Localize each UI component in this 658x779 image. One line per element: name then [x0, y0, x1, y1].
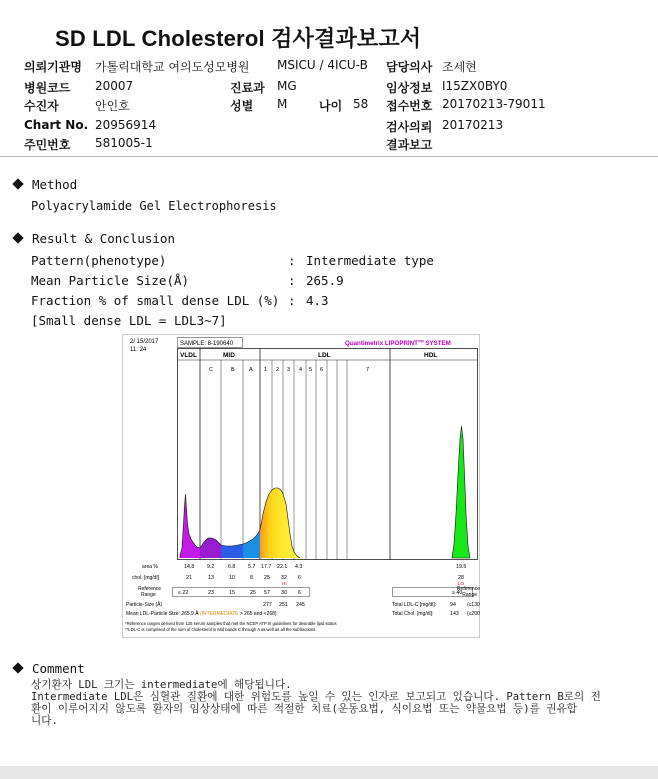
hospital-code-value: 20007 — [95, 79, 134, 93]
comment-line-1: 상기환자 LDL 크기는 intermediate에 해당됩니다. — [31, 679, 292, 691]
lp-total-ldl-value: 94 — [450, 602, 456, 608]
lp-ref-right-label-1: Reference — [456, 586, 480, 592]
lp-total-ldl-ref: (≤130) — [467, 602, 480, 608]
lp-chol-hdl: 28 — [458, 575, 464, 581]
lp-band-5: 5 — [309, 367, 313, 373]
lp-area-vldl: 14.8 — [184, 564, 195, 570]
institution-label: 의뢰기관명 — [24, 60, 82, 74]
lp-mean-ldl: Mean LDL-Particle Size: 265.9 Å (INTERMEDIATE:> 265 and <268) — [126, 611, 277, 617]
colon: : — [288, 293, 296, 308]
clinical-info-label: 임상정보 — [386, 81, 433, 95]
result-heading: Result & Conclusion — [12, 231, 175, 246]
lp-band-7: 7 — [366, 367, 370, 373]
department-value: MG — [277, 79, 297, 93]
patient-label: 수진자 — [24, 99, 59, 113]
lp-band-6: 6 — [320, 367, 324, 373]
rrn-value: 581005-1 — [95, 136, 153, 150]
bullet-diamond-icon — [12, 232, 23, 243]
lp-band-1: 1 — [264, 367, 268, 373]
lp-ref-3: 6 — [298, 590, 301, 596]
lp-particle-label: Particle-Size (Å) — [126, 602, 163, 608]
physician-value: 조세현 — [442, 60, 477, 74]
clinical-info-value: I15ZX0BY0 — [442, 79, 508, 93]
patient-value: 안인호 — [95, 99, 130, 113]
lipoprint-chart — [122, 334, 480, 638]
result-value-pattern: Intermediate type — [306, 253, 434, 268]
lp-area-label: area % — [142, 564, 158, 570]
lp-chol-1: 25 — [264, 575, 270, 581]
colon: : — [288, 253, 296, 268]
lp-area-3: 4.3 — [295, 564, 303, 570]
lp-chol-label: chol. [mg/dl] — [132, 575, 159, 581]
comment-line-4: 니다. — [31, 715, 58, 727]
result-report-label: 결과보고 — [386, 138, 433, 152]
chart-value: 20956914 — [95, 118, 157, 132]
lp-particle-1: 277 — [263, 602, 272, 608]
lp-ref-label-2: Range — [141, 592, 156, 598]
colon: : — [288, 273, 296, 288]
bullet-diamond-icon — [12, 178, 23, 189]
lp-total-chol-label: Total Chol. [mg/dl]: — [392, 611, 434, 617]
result-label-particle-size: Mean Particle Size(Å) — [31, 273, 190, 288]
lp-chol-a: 8 — [250, 575, 253, 581]
lp-chol-b: 10 — [229, 575, 235, 581]
lp-ref-hdl: ≥ 40 — [452, 590, 463, 596]
sex-label: 성별 — [230, 99, 254, 113]
physician-label: 담당의사 — [386, 60, 433, 74]
sex-value: M — [277, 97, 288, 111]
result-label-pattern: Pattern(phenotype) — [31, 253, 167, 268]
method-heading: Method — [12, 177, 77, 192]
lp-area-c: 9.2 — [207, 564, 215, 570]
chart-label: Chart No. — [24, 118, 89, 132]
lp-ref-b: 15 — [229, 590, 235, 596]
lp-ref-vldl: ≤ 22 — [178, 590, 189, 596]
age-label: 나이 — [319, 99, 343, 113]
bottom-bar — [0, 766, 658, 779]
lp-flag-lo: LO — [458, 581, 465, 586]
receipt-label: 접수번호 — [386, 99, 433, 113]
lp-particle-3: 245 — [296, 602, 305, 608]
lp-brand: Quantimetrix LIPOPRINT™ SYSTEM — [345, 338, 451, 347]
result-note: [Small dense LDL = LDL3~7] — [31, 313, 227, 328]
lp-group-hdl: HDL — [424, 352, 438, 359]
result-label-fraction: Fraction % of small dense LDL (%) — [31, 293, 280, 308]
lp-group-mid: MID — [223, 352, 235, 359]
lp-area-2: 22.1 — [277, 564, 288, 570]
result-value-fraction: 4.3 — [306, 293, 329, 308]
lp-band-b: B — [231, 367, 235, 373]
lipoprint-border — [123, 335, 480, 638]
lp-time: 11: 24 — [130, 347, 147, 353]
lp-date: 2/ 15/2017 — [130, 339, 159, 345]
lp-sample: SAMPLE: 8-190640 — [180, 341, 234, 347]
lp-band-4: 4 — [299, 367, 303, 373]
comment-heading: Comment — [12, 661, 85, 676]
lp-group-vldl: VLDL — [180, 352, 197, 359]
bullet-diamond-icon — [12, 662, 23, 673]
result-value-particle-size: 265.9 — [306, 273, 344, 288]
lp-band-3: 3 — [287, 367, 291, 373]
request-value: 20170213 — [442, 118, 504, 132]
lp-area-hdl: 19.5 — [456, 564, 467, 570]
lp-chol-2: 32 — [281, 575, 287, 581]
lp-chol-c: 13 — [208, 575, 214, 581]
hospital-code-label: 병원코드 — [24, 81, 71, 95]
report-title: SD LDL Cholesterol 검사결과보고서 — [55, 26, 422, 51]
lp-ref-right-label-2: Range — [462, 592, 477, 598]
lp-ref-c: 23 — [208, 590, 214, 596]
lp-ref-2: 30 — [281, 590, 287, 596]
lp-ref-a: 25 — [250, 590, 256, 596]
lp-total-ldl-label: Total LDL-C [mg/dl]: — [392, 602, 437, 608]
comment-line-2: Intermediate LDL은 심혈관 질환에 대한 위험도를 높일 수 있는 인자로 보고되고 있습니다. Pattern B로의 전 — [31, 691, 601, 703]
header-divider — [0, 156, 658, 157]
lp-chol-3: 6 — [298, 575, 301, 581]
department-label: 진료과 — [230, 81, 265, 95]
lp-total-chol-ref: (≤200) — [467, 611, 480, 617]
lp-particle-2: 251 — [279, 602, 288, 608]
institution-value: 가톨릭대학교 여의도성모병원 — [95, 60, 250, 74]
rrn-label: 주민번호 — [24, 138, 71, 152]
request-label: 검사의뢰 — [386, 120, 433, 134]
receipt-value: 20170213-79011 — [442, 97, 546, 111]
lp-total-chol-value: 143 — [450, 611, 459, 617]
dept-code: MSICU / 4ICU-B — [277, 58, 368, 72]
lp-area-a: 5.7 — [248, 564, 256, 570]
lp-band-c: C — [209, 367, 213, 373]
method-text: Polyacrylamide Gel Electrophoresis — [31, 199, 277, 213]
lp-group-ldl: LDL — [318, 352, 331, 359]
age-value: 58 — [353, 97, 369, 111]
comment-line-3: 환이 이루어지지 않도록 환자의 임상상태에 따른 적절한 치료(운동요법, 식이요법 또는 약물요법 등)를 권유합 — [31, 703, 577, 715]
lp-ref-label-1: Reference — [138, 586, 162, 592]
lp-footnote-1: *Reference ranges derived from 125 serum samples that met the NCEP ATP III guidelines for desirable lipid status — [125, 621, 337, 626]
lp-flag-hi: HI — [282, 581, 287, 586]
lp-area-b: 6.8 — [228, 564, 236, 570]
lp-footnote-2: **LDL-C is comprised of the sum of cholesterol in Mid bands C through A as well as all the subfractions — [125, 627, 316, 632]
lp-chol-vldl: 21 — [186, 575, 192, 581]
lp-ref-1: 57 — [264, 590, 270, 596]
lp-band-a: A — [249, 367, 253, 373]
lp-band-2: 2 — [276, 367, 280, 373]
lp-area-1: 17.7 — [261, 564, 272, 570]
lipoprint-report — [122, 334, 480, 638]
